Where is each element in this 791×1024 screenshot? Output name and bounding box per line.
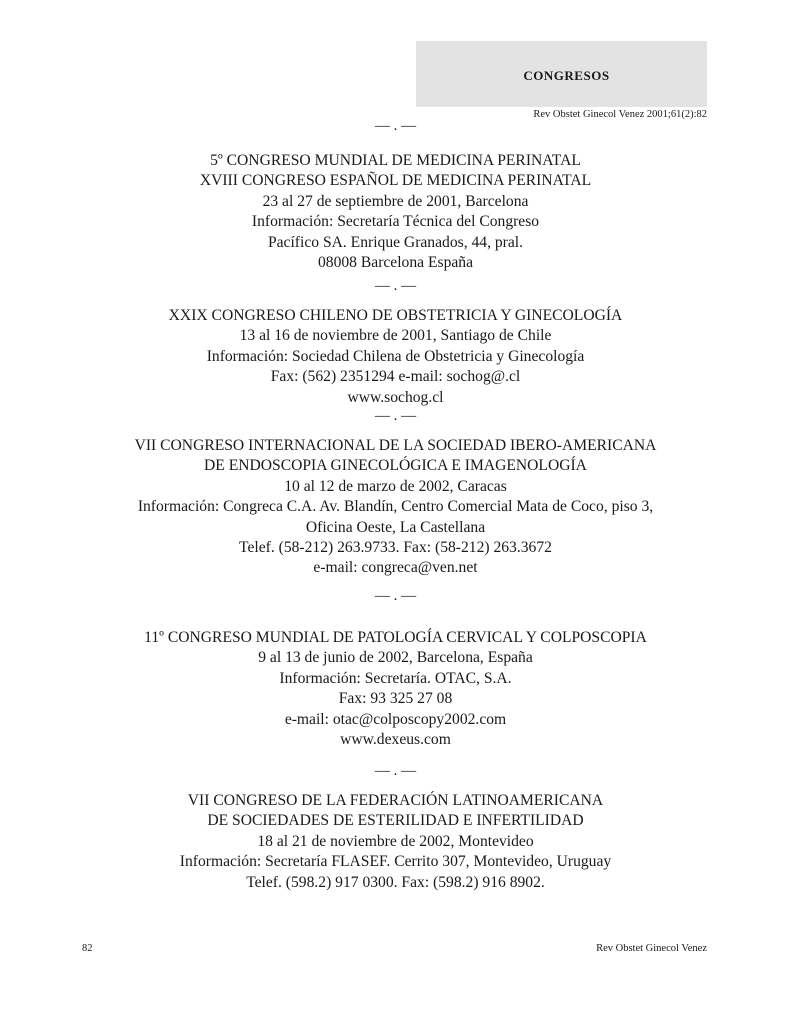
congress-address: 08008 Barcelona España [317, 254, 474, 272]
section-header-box [416, 41, 707, 107]
congress-info: Información: Secretaría. OTAC, S.A. [279, 669, 512, 687]
congress-date: 23 al 27 de septiembre de 2001, Barcelona [262, 192, 529, 210]
congress-website: www.sochog.cl [347, 388, 444, 406]
congress-title: DE ENDOSCOPIA GINECOLÓGICA E IMAGENOLOGÍA [204, 457, 587, 475]
congress-contact: Fax: 93 325 27 08 [338, 690, 453, 708]
congress-title: XXIX CONGRESO CHILENO DE OBSTETRICIA Y GINECOLOGÍA [168, 307, 623, 324]
congress-date: 10 al 12 de marzo de 2002, Caracas [284, 477, 507, 495]
congress-contact: Telef. (58-212) 263.9733. Fax: (58-212) 263.3672 [239, 539, 552, 557]
divider: — . — [374, 118, 417, 134]
congress-entry [0, 306, 791, 408]
congress-info: Información: Sociedad Chilena de Obstetricia y Ginecología [206, 347, 585, 365]
congress-address: Oficina Oeste, La Castellana [305, 518, 486, 536]
congress-entry [0, 151, 791, 273]
congress-title: DE SOCIEDADES DE ESTERILIDAD E INFERTILIDAD [207, 812, 584, 830]
congress-email: e-mail: otac@colposcopy2002.com [284, 710, 507, 728]
congress-title: VII CONGRESO INTERNACIONAL DE LA SOCIEDAD IBERO-AMERICANA [134, 437, 657, 454]
divider: — . — [374, 588, 417, 604]
congress-address: Pacífico SA. Enrique Granados, 44, pral. [267, 233, 524, 251]
congress-email: e-mail: congreca@ven.net [313, 559, 478, 577]
congress-info: Información: Secretaría FLASEF. Cerrito 307, Montevideo, Uruguay [179, 853, 612, 871]
congress-entry [0, 791, 791, 893]
congress-date: 9 al 13 de junio de 2002, Barcelona, España [258, 649, 533, 667]
congress-info: Información: Congreca C.A. Av. Blandín, Centro Comercial Mata de Coco, piso 3, [137, 498, 654, 516]
congress-title: 5º CONGRESO MUNDIAL DE MEDICINA PERINATAL [210, 152, 581, 169]
congress-date: 18 al 21 de noviembre de 2002, Montevideo [257, 832, 534, 850]
congress-contact: Telef. (598.2) 917 0300. Fax: (598.2) 916 8902. [246, 873, 545, 891]
divider: — . — [374, 763, 417, 779]
divider: — . — [374, 278, 417, 294]
congress-title: VII CONGRESO DE LA FEDERACIÓN LATINOAMERICANA [187, 792, 604, 809]
footer-journal: Rev Obstet Ginecol Venez [596, 943, 707, 954]
congress-website: www.dexeus.com [340, 731, 451, 749]
divider: — . — [374, 408, 417, 424]
congress-entry [0, 628, 791, 750]
congress-title: 11º CONGRESO MUNDIAL DE PATOLOGÍA CERVICAL Y COLPOSCOPIA [144, 629, 647, 646]
section-title: CONGRESOS [523, 68, 610, 83]
congress-date: 13 al 16 de noviembre de 2001, Santiago de Chile [239, 327, 552, 345]
congress-info: Información: Secretaría Técnica del Congreso [251, 213, 540, 231]
congress-title: XVIII CONGRESO ESPAÑOL DE MEDICINA PERINATAL [199, 172, 592, 190]
congress-contact: Fax: (562) 2351294 e-mail: sochog@.cl [270, 368, 521, 386]
page-number: 82 [82, 943, 93, 954]
journal-citation: Rev Obstet Ginecol Venez 2001;61(2):82 [533, 109, 707, 120]
congress-entry [0, 436, 791, 579]
